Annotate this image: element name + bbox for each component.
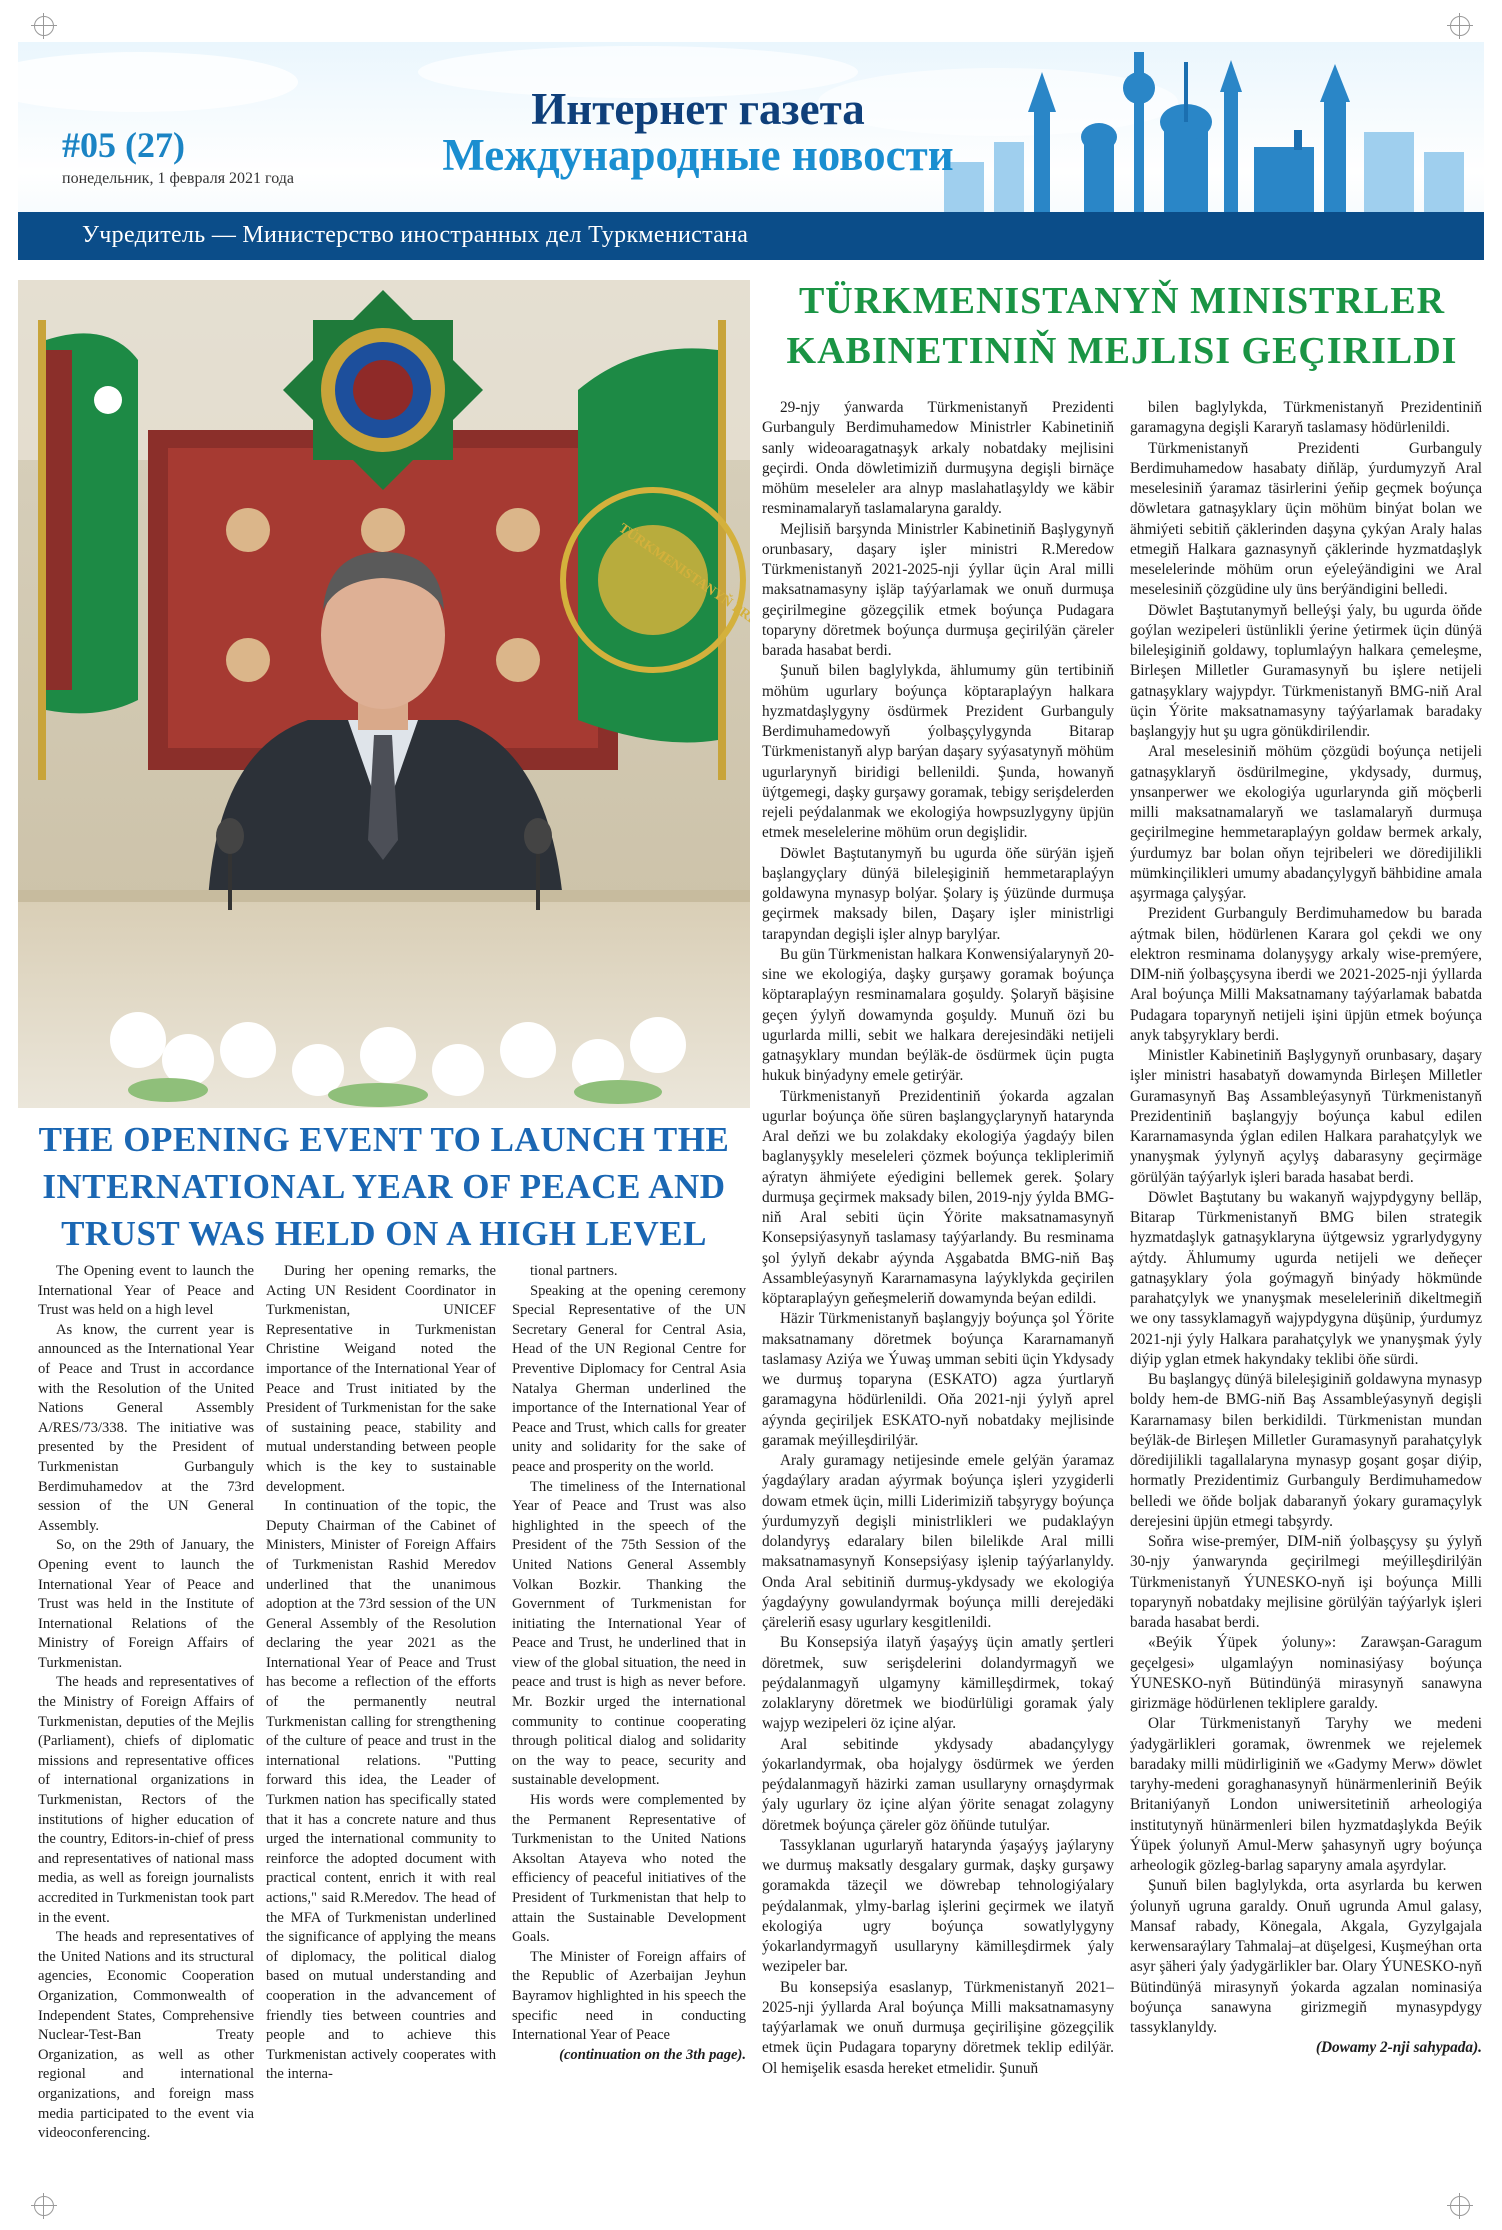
paragraph: So, on the 29th of January, the Opening event to launch the International Year of Peace and Trust was held in the Institute of International Relations of the Ministry of Foreign Affairs of Turkmenistan. <box>38 1537 254 1671</box>
paragraph: Olar Türkmenistanyň Taryhy we medeni ýadygärlikleri goramak, öwrenmek we rejelemek baradaky milli müdirliginiň we «Gadymy Merw» döwlet taryhy-medeni goraghanasynyň hünärmenleriniň Beýik Britaniýanyň London uniwersitetiniň arheologiýa institutynyň hünärmenleri bilen hyzmatdaşlykda Beýik Ýüpek ýolunyň Amul-Merw şahasynyň ugry boýunça arheologik gözleg-barlag saparyny amala aşyrdylar. <box>1130 1715 1482 1874</box>
registration-mark-bottom-left <box>34 2196 54 2216</box>
presidential-flag-text: TÜRKMENISTANYŇ <box>615 520 735 611</box>
paragraph: Aral meselesiniň möhüm çözgüdi boýunça netijeli gatnaşyklaryň ösdürilmegine, ykdysady, durmuş, ynsanperwer we ekologiýa ugurlarynda giň möçberli milli maksatnamalaryň we taslamalaryň durmuşa geçirilmegine hemmetaraplaýyn goldaw bermek arkaly, ýurdumyz bar bolan oňyn tejribeleri we döredijilikli mümkinçilikleri umumy abadançylygyň bähbidine amala aşyrmaga çalyşýar. <box>1130 743 1482 902</box>
paragraph: Ministler Kabinetiniň Başlygynyň orunbasary, daşary işler ministri hasabatyň dowamynda Birleşen Milletler Guramasynyň Baş Assambleýasynyň Türkmenistanyň Prezidentiniň başlangyjy boýunça kabul edilen Kararnamasynda ýglan edilen Halkara parahatçylyk we ynanyşmak ýylynyň açylyş dabarasyny geçirmäge görülýän taýýarlyk işleri barada hasabat berdi. <box>1130 1047 1482 1186</box>
newspaper-title <box>348 86 1048 178</box>
title-line-2: Международные новости <box>442 130 954 180</box>
paragraph: Mejlisiň barşynda Ministrler Kabinetiniň Başlygynyň orunbasary, daşary işler ministri R.Meredow Türkmenistanyň 2021-2025-nji ýyllar üçin Aral milli maksatnamasyny işläp taýýarlamak we onuň durmuşa geçirilmegine gözegçilik etmek boýunça Pudagara toparyny döretmek boýunça durmuşa geçirilýän çäreler barada hasabat berdi. <box>762 520 1114 659</box>
paragraph: The timeliness of the International Year of Peace and Trust was also highlighted in the speech of the President of the 75th Session of the United Nations General Assembly Volkan Bozkir. Thanking the Government of Turkmenistan for initiating the International Year of Peace and Trust, he underlined that in view of the global situation, the need in peace and trust is high as never before. Mr. Bozkir urged the international community to continue cooperating through political dialog and solidarity on the way to peace, security and sustainable development. <box>512 1478 746 1789</box>
paragraph: Şunuň bilen baglylykda, ählumumy gün tertibiniň möhüm ugurlary boýunça köptaraplaýyn halkara hyzmatdaşlygyny ösdürmek Prezident Gurbanguly Berdimuhamedowyň ýolbaşçylygynda Bitarap Türkmenistanyň alyp barýan daşary syýasatynyň möhüm ugurlarynyň biridigi bellenildi. Şunda, howanyň üýtgemegi, daşky gurşawy goramak, tebigy serişdelerden rejeli peýdalanmak we ekologiýa howpsuzlygyny üpjün etmek meselelerine möhüm orun degişlidir. <box>762 662 1114 842</box>
headline-english-line-2: INTERNATIONAL YEAR OF PEACE AND <box>42 1167 726 1206</box>
paragraph: Döwlet Baştutany bu wakanyň wajypdygyny belläp, Bitarap Türkmenistanyň BMG bilen strategik hyzmatdaşlyk gatnaşyklaryna üýtgewsiz ygrarlydygyny aýtdy. Ählumumy ugurda netijeli we deňeçer gatnaşyklary ýola goýmagyň binýady hökmünde parahatçylyk we ynanyşmak meseleleriniň dikeltmegiň we ony tassyklamagyň wajypdygyna düşünip, ýurdumyz 2021-nji ýyly Halkara parahatçylyk we ynanyşmak ýyly diýip yglan etmek hakyndaky teklibi öňe sürdi. <box>1130 1188 1482 1368</box>
paragraph: Bu konsepsiýa esaslanyp, Türkmenistanyň 2021–2025-nji ýyllarda Aral boýunça Milli maksatnamasyny taýýarlamak we onuň durmuşa geçirilişine gözegçilik etmek üçin Pudagara toparyny döretmek teklip edilýär. Ol hemişelik esasda hereket etmelidir. Şunuň <box>762 1978 1114 2077</box>
founder-bar <box>18 212 1484 260</box>
title-line-1: Интернет газета <box>531 84 865 134</box>
paragraph: Aral sebitinde ykdysady abadançylygy ýokarlandyrmak, oba hojalygy ösdürmek we ýerden peýdalanmagyň häzirki zaman usullaryny ornaşdyrmak ýaly ugurlary öz içine alýan ýörite senagat zolagyny döretmek boýunça çäreler göz öňünde tutulýar. <box>762 1735 1114 1834</box>
paragraph: In continuation of the topic, the Deputy Chairman of the Cabinet of Ministers, Minister of Foreign Affairs of Turkmenistan Rashid Meredov underlined that the unanimous adoption at the 73rd session of the UN General Assembly of the Resolution declaring the year 2021 as the International Year of Peace and Trust has become a reflection of the efforts of the permanently neutral Turkmenistan calling for strengthening of the culture of peace and trust in the international relations. "Putting forward this idea, the Leader of Turkmen nation has specifically stated that it has a concrete nature and thus urged the international community to reinforce the adopted document with practical content, enrich it with real actions," said R.Meredov. The head of the MFA of Turkmenistan underlined the significance of applying the means of diplomacy, the political dialog based on mutual understanding and cooperation in the advancement of friendly ties between countries and people and to achieve this Turkmenistan actively cooperates with the interna- <box>266 1498 496 2083</box>
article-tm-column-2 <box>1130 398 1482 2180</box>
paragraph: Bu başlangyç dünýä bileleşiginiň goldawyna mynasyp boldy hem-de BMG-niň Baş Assambleýasynyň degişli Kararnamasy bilen berkidildi. Türkmenistan mundan beýläk-de Birleşen Milletler Guramasynyň parahatçylyk döredijilikli tagallalaryna mynasyp goşant goşar diýip, hormatly Prezidentimiz Gurbanguly Berdimuhamedow belledi we öňde boljak dabaranyň ýokary guramaçylyk derejesini üpjün etmegi tabşyrdy. <box>1130 1371 1482 1530</box>
paragraph: Döwlet Baştutanymyň bu ugurda öňe sürýän işjeň başlangyçlary dünýä bileleşiginiň hemmetaraplaýyn goldawyna mynasyp bolýar. Şolary iş ýüzünde durmuşa geçirmek maksady bilen, Daşary işler ministrligi tarapyndan degişli işler alnyp barylýar. <box>762 844 1114 943</box>
founder-text: Учредитель — Министерство иностранных дел Туркменистана <box>82 222 749 248</box>
paragraph: Araly guramagy netijesinde emele gelýän ýaramaz ýagdaýlary aradan aýyrmak boýunça işleri yzygiderli dowam etmek üçin, milli Liderimiziň tabşyrygy boýunça ýurdumyzyň degişli ministrlikleri we pudaklaýyn dolandyryş edaralary bilen bilelikde Aral milli maksatnamasynyň Konsepsiýasy işlenip taýýarlanyldy. Onda Aral sebitiniň durmuş-ykdysady we ekologiýa ýagdaýyny gowulandyrmak boýunça milli derejedäki çäreleriň esasy ugurlary kesgitlenildi. <box>762 1452 1114 1631</box>
paragraph: Bu Konsepsiýa ilatyň ýaşaýyş üçin amatly şertleri döretmek, suw serişdelerini dolandyrmagyň we peýdalanmagyň ulgamyny kämilleşdirmek, tokaý zolaklaryny döretmek we biodürlüligi goramak ýaly wajyp wezipeleri öz içine alýar. <box>762 1634 1114 1733</box>
article-tm-column-1 <box>762 398 1114 2180</box>
paragraph: 29-njy ýanwarda Türkmenistanyň Prezidenti Gurbanguly Berdimuhamedow Ministrler Kabinetiniň sanly wideoaragatnaşyk arkaly nobatdaky mejlisini geçirdi. Onda döwletimiziň durmuşyna degişli birnäçe möhüm meseleler ara alnyp maslahatlaşyldy we käbir resminamalaryň taslamalaryna garaldy. <box>762 399 1114 518</box>
president-photo <box>18 280 750 1108</box>
issue-number: #05 (27) <box>62 125 185 165</box>
paragraph: Häzir Türkmenistanyň başlangyjy boýunça şol Ýörite maksatnamany döretmek boýunça Kararnamanyň taslamasy Aziýa we Ýuwaş umman sebiti üçin Ykdysady we durmuş toparyna (ESKATO) agza ýurtlaryň garamagyna hödürlenildi. Oňa 2021-nji ýylyň aprel aýynda geçiriljek ESKATO-nyň nobatdaky mejlisinde garamak meýilleşdirilýär. <box>762 1310 1114 1449</box>
paragraph: The Minister of Foreign affairs of the Republic of Azerbaijan Jeyhun Bayramov highlighted in his speech the specific need in conducting International Year of Peace <box>512 1948 746 2044</box>
paragraph: Şunuň bilen baglylykda, orta asyrlarda bu kerwen ýolunyň ugruna garaldy. Onuň ugrunda Amul galasy, Mansaf rabady, Könegala, Akgala, Gyzylgajala kerwensaraýlary Tahmalaj–at düşelgesi, Kuşmeýhan orta asyr şäheri ýaly ýadygärlikler bar. Olary ÝUNESKO-nyň Bütindünýä mirasynyň ýokarda agzalan nominasiýa boýunça sanawyna girizmegiň mynasypdygy tassyklanyldy. <box>1130 1877 1482 2036</box>
paragraph: bilen baglylykda, Türkmenistanyň Prezidentiniň garamagyna degişli Kararyň taslamasy hödürlenildi. <box>1130 399 1482 437</box>
paragraph: tional partners. <box>530 1263 618 1279</box>
photo-illustration <box>18 280 750 1108</box>
headline-turkmen-line-2: KABINETINIŇ MEJLISI GEÇIRILDI <box>786 330 1458 372</box>
paragraph: Prezident Gurbanguly Berdimuhamedow bu barada aýtmak bilen, hödürlenen Karara gol çekdi we ony elektron resminama dolanyşygy arkaly wise-premýere, DIM-niň ýolbaşçysyna iberdi we 2021-2025-nji ýyllarda Aral boýunça Milli Maksatnamany taýýarlamak babatda Pudagara toparynyň netijeli işini üpjün etmek boýunça anyk tabşyryklary berdi. <box>1130 905 1482 1044</box>
paragraph: Bu gün Türkmenistan halkara Konwensiýalarynyň 20-sine we ekologiýa, daşky gurşawy goramak boýunça köptaraplaýyn resminamalara goşuldy. Şolaryň bäşisine geçen ýylyň dowamynda goşuldy. Munuň özi bu ugurlarda milli, sebit we halkara derejesindäki netijeli gatnaşyklary mundan beýläk-de ösdürmek üçin pugta hukuk binýadyny emele getirýär. <box>762 945 1114 1085</box>
paragraph: Speaking at the opening ceremony Special Representative of the UN Secretary General for Central Asia, Head of the UN Regional Centre for Preventive Diplomacy for Central Asia Natalya Gherman underlined the importance of the International Year of Peace and Trust, which calls for greater unity and solidarity for the sake of peace and prosperity on the world. <box>512 1282 746 1475</box>
issue-date: понедельник, 1 февраля 2021 года <box>62 170 294 187</box>
paragraph: Türkmenistanyň Prezidenti Gurbanguly Berdimuhamedow hasabaty diňläp, ýurdumyzyň Aral meselesiniň ýaramaz täsirlerini ýeňip geçmek boýunça döwletara gatnaşyklary üçin möhüm binýat bolan we ähmiýeti sebitiň çäklerinden daşyna çykýan Araly halas etmegiň Halkara gaznasynyň çäklerinde hyzmatdaşlyk meselelerinde möhüm orun eýeleýändigini we Aral meselesiniň çözgüdine uly üns berýändigini belledi. <box>1130 439 1482 599</box>
paragraph: During her opening remarks, the Acting UN Resident Coordinator in Turkmenistan, UNICEF Representative in Turkmenistan Christine Weigand noted the importance of the International Year of Peace and Trust initiated by the President of Turkmenistan for the sake of sustaining peace, stability and mutual understanding between people which is the key to sustainable development. <box>266 1263 496 1495</box>
paragraph: The Opening event to launch the International Year of Peace and Trust was held on a high level <box>38 1263 254 1319</box>
continuation-note-tm: (Dowamy 2-nji sahypada). <box>1315 2039 1482 2057</box>
headline-turkmen-line-1: TÜRKMENISTANYŇ MINISTRLER <box>798 280 1446 322</box>
paragraph: «Beýik Ýüpek ýoluny»: Zarawşan-Garagum geçelgesi» ulgamlaýyn nominasiýasy boýunça ÝUNESKO-nyň Bütindünýä mirasynyň sanawyna girizmäge hödürlenen tekliplere garaldy. <box>1130 1634 1482 1712</box>
paragraph: The heads and representatives of the Ministry of Foreign Affairs of Turkmenistan, deputies of the Mejlis (Parliament), chiefs of diplomatic missions and representative offices of international organizations in Turkmenistan, Rectors of the institutions of higher education of the country, Editors-in-chief of press and representatives of national mass media, as well as foreign journalists accredited in Turkmenistan took part in the event. <box>38 1674 254 1926</box>
registration-mark-bottom-right <box>1450 2196 1470 2216</box>
registration-mark-top-right <box>1450 16 1470 36</box>
headline-english-line-3: TRUST WAS HELD ON A HIGH LEVEL <box>61 1214 707 1253</box>
article-en-column-3 <box>512 1262 746 2177</box>
continuation-note-en: (continuation on the 3th page). <box>559 2046 746 2063</box>
paragraph: The heads and representatives of the United Nations and its structural agencies, Economic Cooperation Organization, Commonwealth of Independent States, Comprehensive Nuclear-Test-Ban Treaty Organization, as well as other regional and international organizations, and foreign mass media participated to the event via videoconferencing. <box>38 1929 254 2142</box>
headline-english <box>18 1116 750 1257</box>
paragraph: Döwlet Baştutanymyň belleýşi ýaly, bu ugurda öňde goýlan wezipeleri üstünlikli ýerine ýetirmek üçin dünýä bileleşiginiň goldawy, toplumlaýyn halkara çemeleşme, Birleşen Milletler Guramasynyň bu işlere netijeli gatnaşyklary wajypdyr. Türkmenistanyň BMG-niň Aral üçin Ýörite maksatnamasyny taýýarlamak baradaky başlangyjy hut şu ugra gönükdirilendir. <box>1130 601 1482 740</box>
paragraph: Tassyklanan ugurlaryň hatarynda ýaşaýyş jaýlaryny we durmuş maksatly desgalary gurmak, daşky gurşawy goramakda täzeçil we döwrebap tehnologiýalary peýdalanmak, ylmy-barlag işlerini geçirmek we ilatyň ekologiýa ugry boýunça sowatlylygyny ýokarlandyrmagyň usullaryny kämilleşdirmek ýaly wezipeler bar. <box>762 1836 1114 1976</box>
paragraph: Türkmenistanyň Prezidentiniň ýokarda agzalan ugurlar boýunça öňe süren başlangyçlarynyň hatarynda Aral deňzi we bu zolakdaky ekologiýa ýagdaýy bilen baglanyşykly meseleleri çözmek boýunça tekliplerimiň aýratyn ähmiýete eýedigini bellemek gerek. Şolary durmuşa geçirmek maksady bilen, 2019-njy ýylda BMG-niň Aral sebiti üçin Ýörite maksatnamasynyň Konsepsiýasynyň taslamasy taýýarlandy. Bu resminama şol ýylyň dekabr aýynda Aşgabatda BMG-niň Baş Assambleýasynyň Kararnamasyna laýyklykda geçirilen köptaraplaýyn geňeşmeleriň dowamynda beýan edildi. <box>762 1087 1114 1307</box>
paragraph: His words were complemented by the Permanent Representative of Turkmenistan to the United Nations Aksoltan Atayeva who noted the efficiency of peaceful initiatives of the President of Turkmenistan that help to attain the Sustainable Development Goals. <box>512 1792 746 1946</box>
article-en-column-1 <box>38 1262 254 2177</box>
paragraph: Soňra wise-premýer, DIM-niň ýolbaşçysy şu ýylyň 30-njy ýanwarynda geçirilmegi meýilleşdirilýän Türkmenistanyň ÝUNESKO-nyň işi boýunça Milli toparynyň nobatdaky mejlisine görülýän taýýarlyk işleri barada hasabat berdi. <box>1130 1533 1482 1631</box>
headline-english-line-1: THE OPENING EVENT TO LAUNCH THE <box>38 1120 730 1159</box>
masthead <box>18 42 1484 260</box>
registration-mark-top-left <box>34 16 54 36</box>
headline-turkmen <box>762 276 1482 376</box>
article-en-column-2 <box>266 1262 496 2177</box>
paragraph: As know, the current year is announced as the International Year of Peace and Trust in accordance with the Resolution of the United Nations General Assembly A/RES/73/338. The initiative was presented by the President of Turkmenistan Gurbanguly Berdimuhamedov at the 73rd session of the UN General Assembly. <box>38 1321 254 1534</box>
